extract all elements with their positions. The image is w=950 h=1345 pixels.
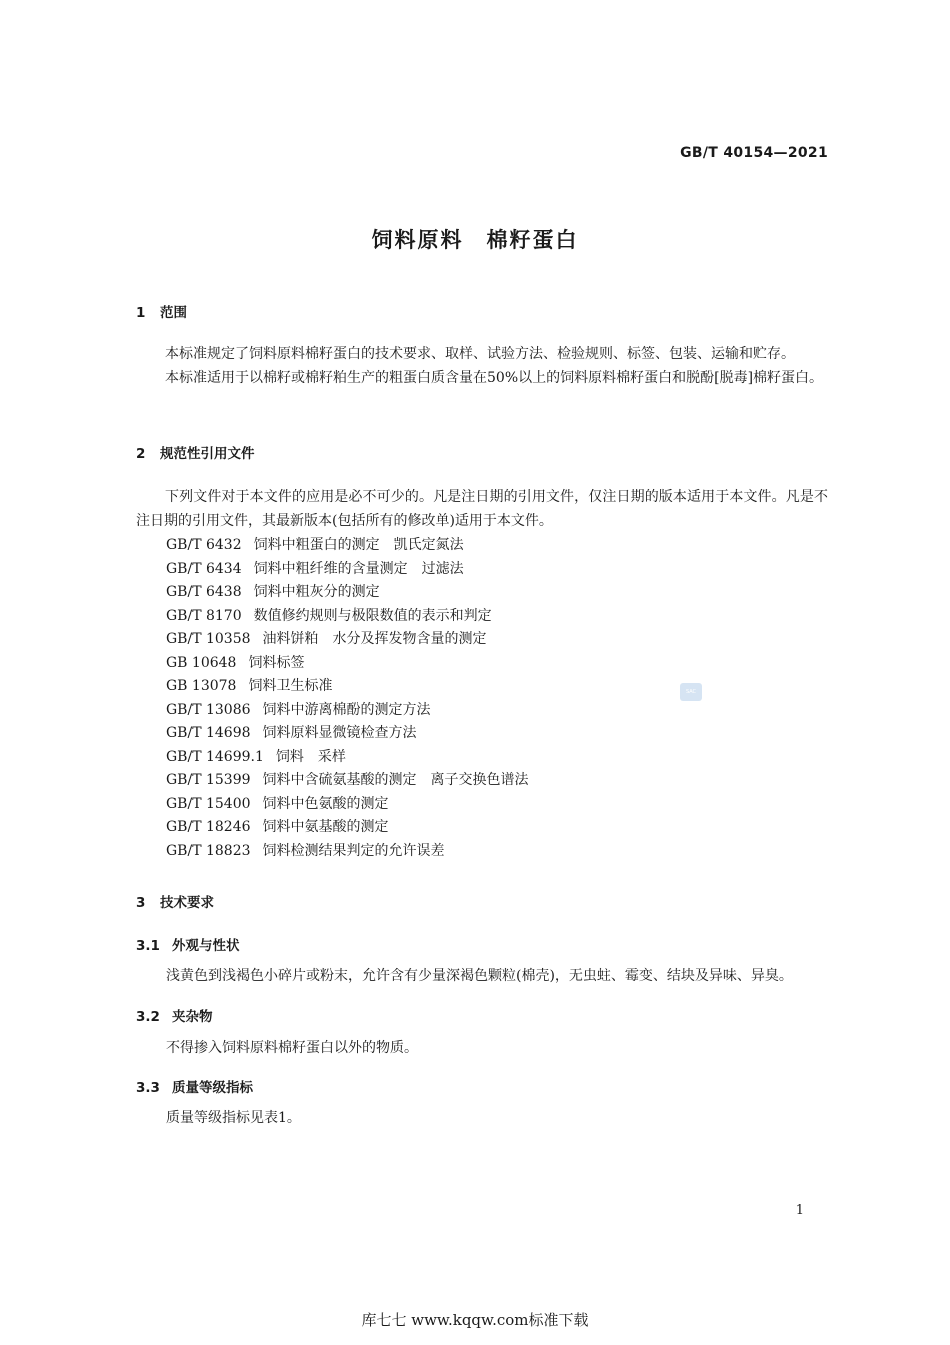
reference-title: 饲料中含硫氨基酸的测定 离子交换色谱法 — [262, 772, 529, 788]
quality-grade-text: 质量等级指标见表1。 — [166, 1110, 301, 1126]
reference-code: GB/T 8170 — [166, 607, 242, 624]
reference-code: GB 13078 — [166, 678, 237, 694]
scope-paragraph-2: 本标准适用于以棉籽或棉籽粕生产的粗蛋白质含量在50%以上的饲料原料棉籽蛋白和脱酚[脱毒]棉籽蛋白。 — [165, 370, 824, 386]
reference-code: GB/T 6432 — [166, 537, 242, 553]
section-number: 3.2 — [136, 1009, 160, 1025]
section-3-heading — [136, 891, 214, 911]
section-3-1-heading — [136, 934, 240, 954]
reference-title: 饲料原料显微镜检查方法 — [262, 725, 417, 741]
reference-item — [166, 605, 529, 629]
standard-number: GB/T 40154—2021 — [680, 145, 828, 161]
reference-code: GB 10648 — [166, 654, 237, 671]
reference-item — [166, 746, 529, 770]
reference-item — [166, 581, 529, 605]
reference-item — [166, 793, 529, 817]
reference-title: 饲料中粗纤维的含量测定 过滤法 — [253, 560, 464, 577]
reference-code: GB/T 6434 — [166, 560, 242, 577]
section-number: 1 — [136, 305, 146, 321]
reference-code: GB/T 14699.1 — [166, 748, 264, 765]
reference-item — [166, 558, 529, 582]
section-number: 3.1 — [136, 938, 160, 954]
reference-code: GB/T 18823 — [166, 842, 251, 859]
reference-item — [166, 722, 529, 746]
reference-title: 饲料中粗灰分的测定 — [253, 584, 380, 600]
reference-item — [166, 534, 529, 558]
section-number: 2 — [136, 446, 146, 462]
reference-item — [166, 769, 529, 793]
reference-title: 饲料中氨基酸的测定 — [262, 819, 389, 835]
reference-code: GB/T 10358 — [166, 631, 251, 647]
section-3-3-heading — [136, 1076, 253, 1096]
section-title: 范围 — [160, 305, 187, 321]
section-title: 技术要求 — [160, 895, 214, 911]
section-title: 规范性引用文件 — [160, 446, 255, 462]
reference-code: GB/T 6438 — [166, 584, 242, 600]
reference-title: 饲料中色氨酸的测定 — [262, 795, 389, 812]
reference-item — [166, 675, 529, 699]
reference-item — [166, 816, 529, 840]
appearance-text: 浅黄色到浅褐色小碎片或粉末，允许含有少量深褐色颗粒(棉壳)，无虫蛀、霉变、结块及异味、异臭。 — [166, 968, 793, 984]
footer-download-note: 库七七 www.kqqw.com标准下载 — [361, 1311, 589, 1329]
section-1-heading — [136, 301, 187, 321]
reference-item — [166, 840, 529, 864]
section-title: 质量等级指标 — [172, 1080, 253, 1096]
reference-title: 油料饼粕 水分及挥发物含量的测定 — [262, 631, 487, 647]
sac-watermark-icon: SAC — [680, 683, 702, 701]
reference-title: 数值修约规则与极限数值的表示和判定 — [253, 607, 492, 624]
reference-code: GB/T 15399 — [166, 772, 251, 788]
section-number: 3 — [136, 895, 146, 911]
references-intro: 下列文件对于本文件的应用是必不可少的。凡是注日期的引用文件，仅注日期的版本适用于本文件。凡是不注日期的引用文件，其最新版本(包括所有的修改单)适用于本文件。 — [136, 489, 828, 529]
reference-code: GB/T 13086 — [166, 701, 251, 718]
document-title: 饲料原料 棉籽蛋白 — [371, 228, 579, 252]
reference-title: 饲料卫生标准 — [248, 678, 333, 694]
reference-title: 饲料中粗蛋白的测定 凯氏定氮法 — [253, 537, 464, 553]
section-3-2-heading — [136, 1005, 213, 1025]
section-number: 3.3 — [136, 1080, 160, 1096]
reference-title: 饲料 采样 — [275, 748, 346, 765]
reference-title: 饲料标签 — [248, 654, 305, 671]
reference-code: GB/T 14698 — [166, 725, 251, 741]
reference-item — [166, 652, 529, 676]
section-title: 外观与性状 — [172, 938, 240, 954]
reference-title: 饲料中游离棉酚的测定方法 — [262, 701, 431, 718]
reference-item — [166, 628, 529, 652]
page-number: 1 — [795, 1203, 804, 1218]
section-2-heading — [136, 442, 255, 462]
reference-code: GB/T 18246 — [166, 819, 251, 835]
reference-list — [166, 534, 529, 863]
impurities-text: 不得掺入饲料原料棉籽蛋白以外的物质。 — [166, 1040, 418, 1056]
reference-title: 饲料检测结果判定的允许误差 — [262, 842, 445, 859]
reference-code: GB/T 15400 — [166, 795, 251, 812]
scope-paragraph-1: 本标准规定了饲料原料棉籽蛋白的技术要求、取样、试验方法、检验规则、标签、包装、运输和贮存。 — [165, 346, 795, 362]
section-title: 夹杂物 — [172, 1009, 213, 1025]
reference-item — [166, 699, 529, 723]
